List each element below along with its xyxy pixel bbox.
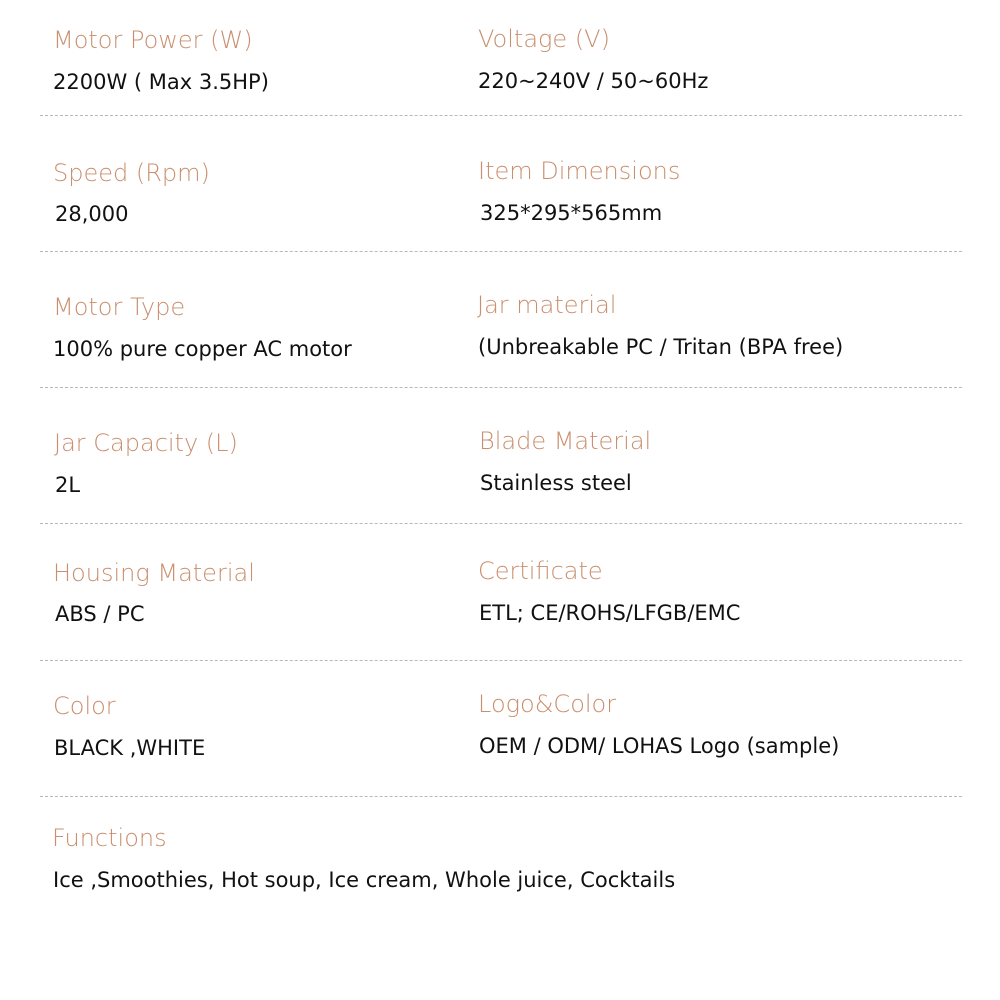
spec-value-blade-material: Stainless steel (480, 471, 632, 495)
spec-label-jar-capacity: Jar Capacity (L) (54, 429, 238, 457)
spec-value-motor-type: 100% pure copper AC motor (53, 337, 352, 361)
spec-value-functions: Ice ,Smoothies, Hot soup, Ice cream, Whole juice, Cocktails (53, 868, 676, 892)
spec-value-voltage: 220~240V / 50~60Hz (478, 69, 709, 93)
spec-label-dimensions: Item Dimensions (478, 157, 681, 185)
divider (40, 251, 962, 252)
spec-value-speed: 28,000 (55, 202, 129, 226)
spec-label-motor-type: Motor Type (53, 293, 186, 321)
spec-label-color: Color (53, 692, 116, 720)
spec-label-housing-material: Housing Material (53, 559, 255, 587)
divider (40, 115, 962, 116)
spec-label-speed: Speed (Rpm) (53, 159, 210, 187)
spec-value-jar-material: (Unbreakable PC / Tritan (BPA free) (478, 335, 844, 359)
spec-value-jar-capacity: 2L (55, 473, 81, 497)
spec-label-motor-power: Motor Power (W) (53, 26, 253, 54)
divider (40, 796, 962, 797)
divider (40, 523, 962, 524)
spec-label-functions: Functions (52, 824, 167, 852)
spec-label-blade-material: Blade Material (479, 427, 652, 455)
spec-value-dimensions: 325*295*565mm (480, 201, 663, 225)
spec-value-motor-power: 2200W ( Max 3.5HP) (53, 70, 269, 94)
spec-value-color: BLACK ,WHITE (54, 736, 206, 760)
spec-value-logo-color: OEM / ODM/ LOHAS Logo (sample) (479, 734, 840, 758)
spec-label-logo-color: Logo&Color (478, 690, 617, 718)
spec-value-certificate: ETL; CE/ROHS/LFGB/EMC (479, 601, 741, 625)
spec-label-jar-material: Jar material (477, 291, 617, 319)
divider (40, 387, 962, 388)
spec-label-voltage: Voltage (V) (478, 25, 610, 53)
spec-label-certificate: Certificate (478, 557, 603, 585)
divider (40, 660, 962, 661)
spec-value-housing-material: ABS / PC (55, 602, 145, 626)
